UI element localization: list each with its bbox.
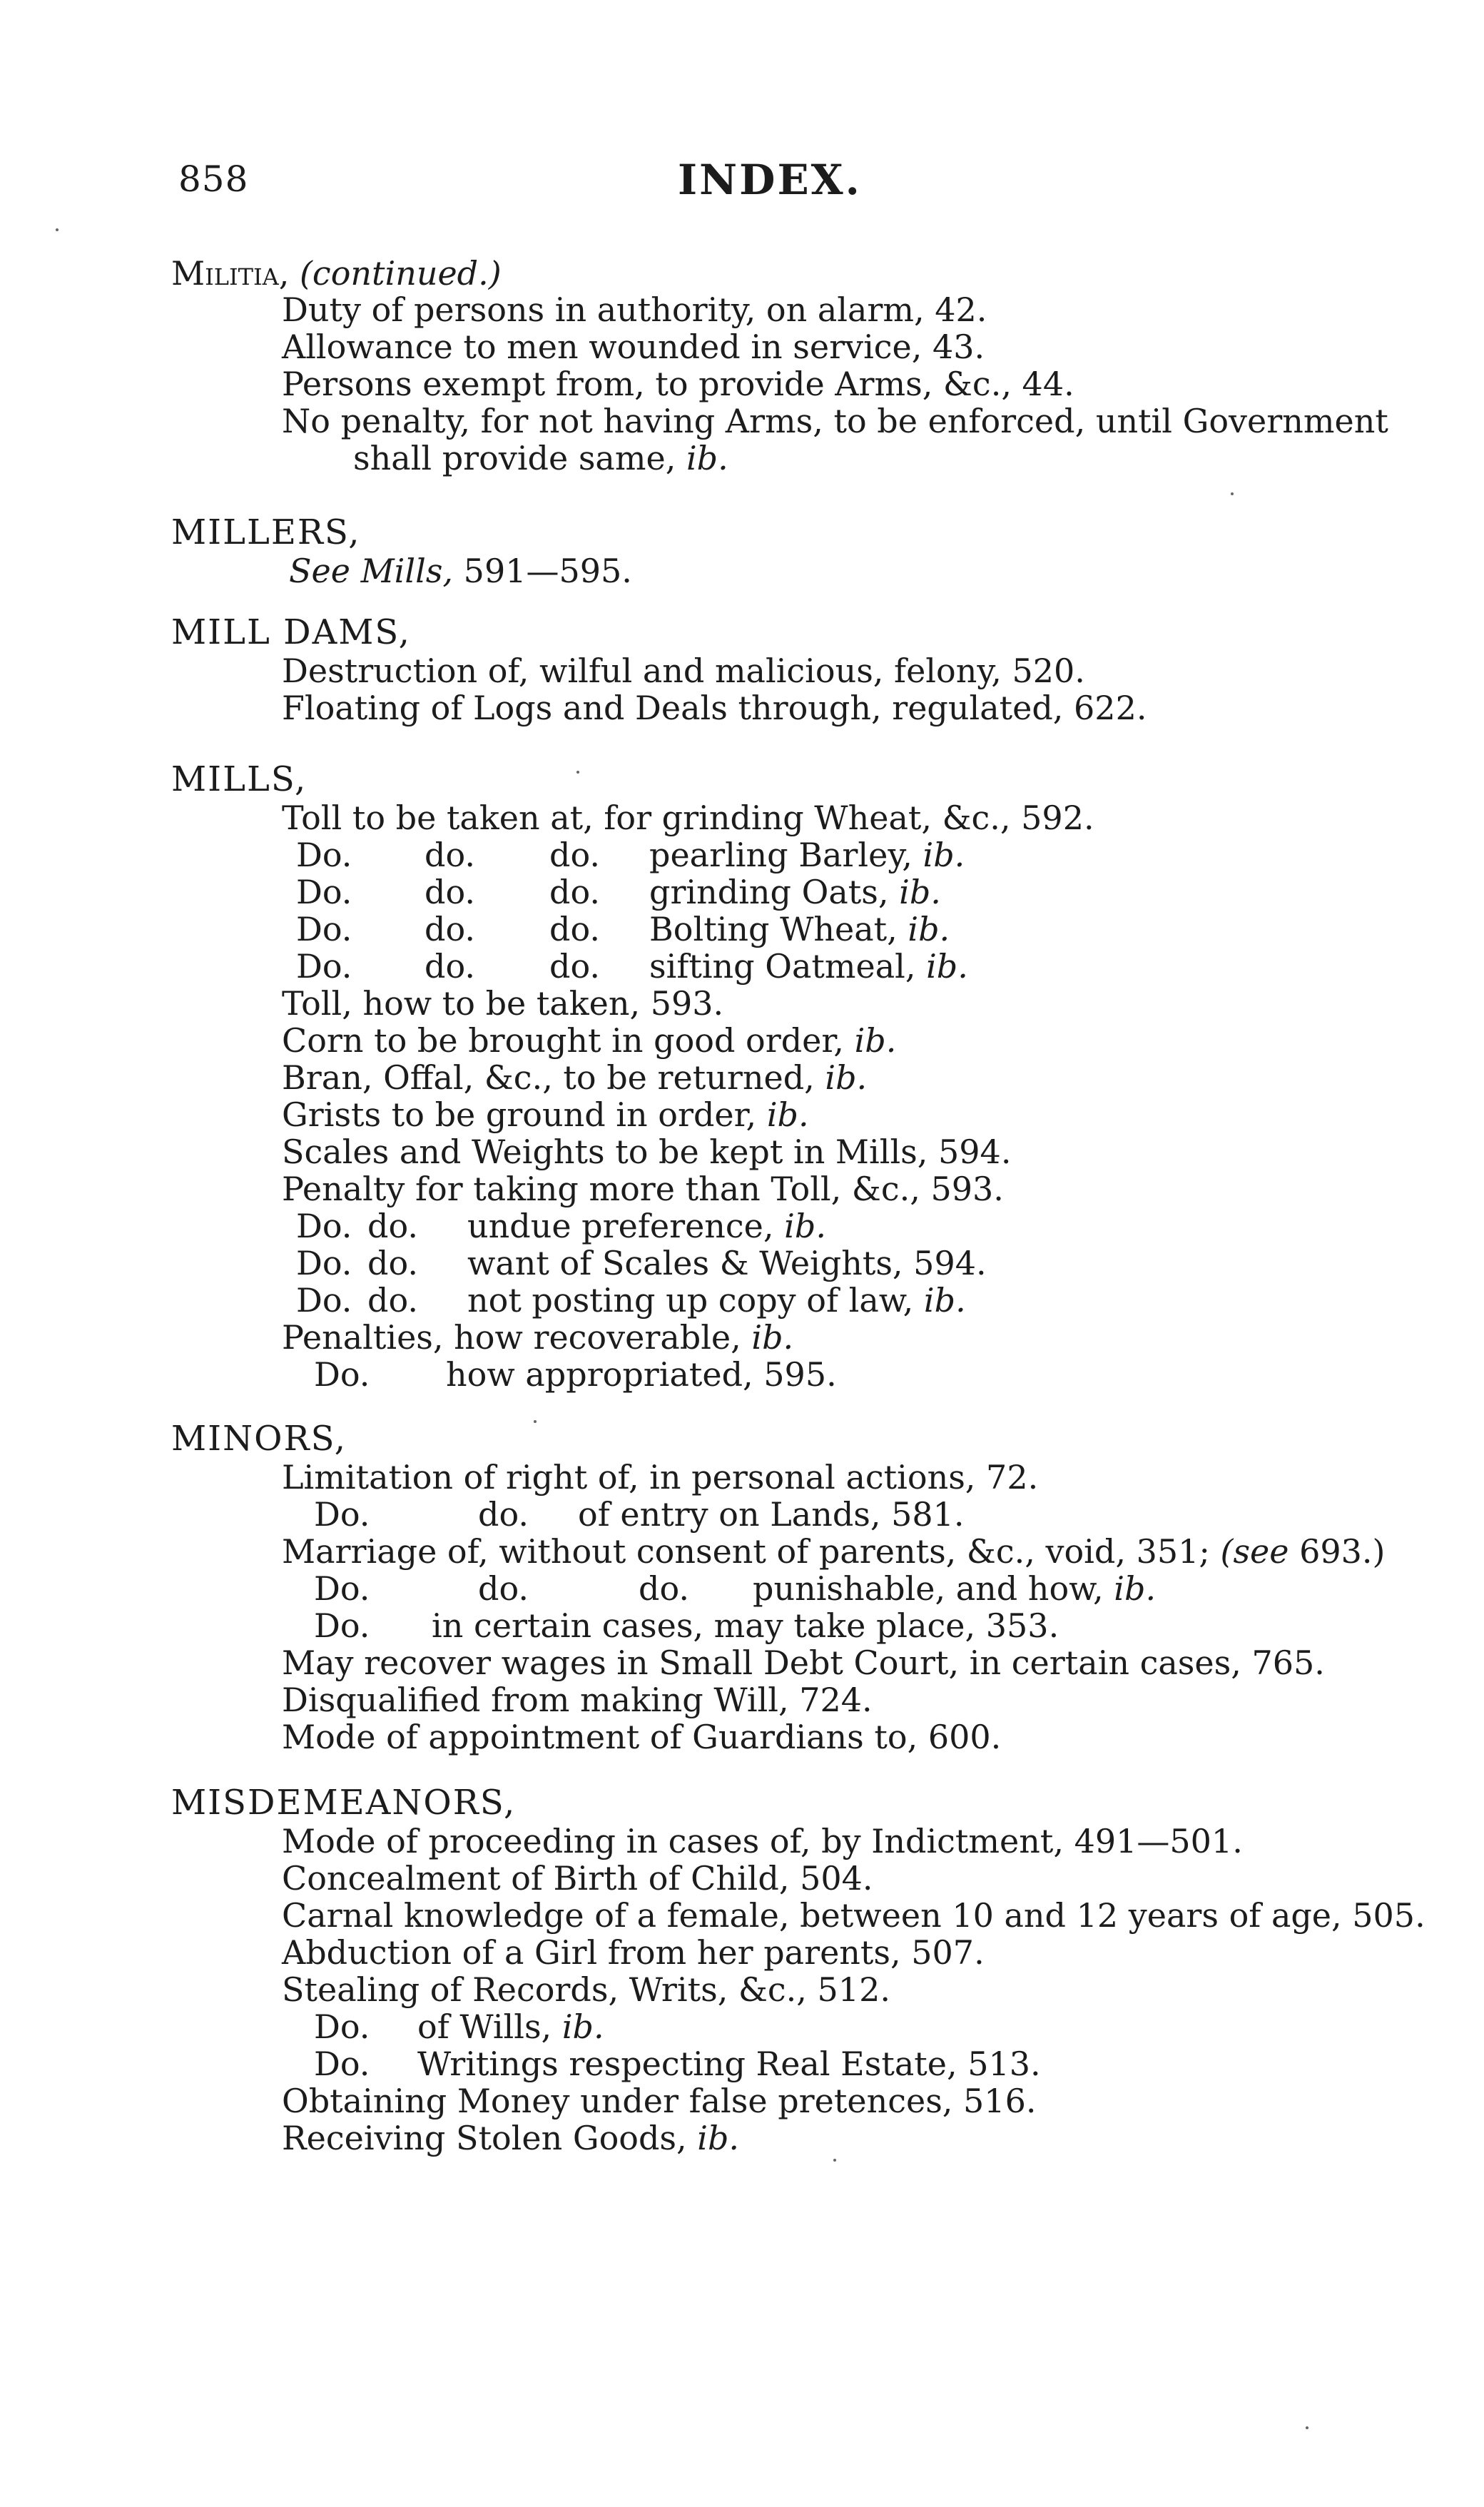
mills-line: Penalty for taking more than Toll, &c., 593.	[282, 1170, 1004, 1208]
mills-line: Bran, Offal, &c., to be returned, ib.	[282, 1058, 868, 1097]
entry-heading-millers: MILLERS,	[171, 512, 361, 552]
militia-line-2: Allowance to men wounded in service, 43.	[282, 328, 985, 366]
print-speck	[833, 2159, 836, 2162]
mills-line: Grists to be ground in order, ib.	[282, 1095, 809, 1134]
minors-line: Disqualified from making Will, 724.	[282, 1681, 873, 1719]
mills-line: Corn to be brought in good order, ib.	[282, 1021, 897, 1060]
minors-line: Marriage of, without consent of parents, &c., void, 351; (see 693.)	[282, 1532, 1386, 1571]
misdemeanors-line: Stealing of Records, Writs, &c., 512.	[282, 1970, 890, 2009]
index-page: 858 INDEX. Militia, (continued.) Duty of persons in authority, on alarm, 42. Allowance to men wounded in service, 43. Persons exempt from, to provide Arms, &c., 44. No penalty, for not having Arms, to be enforced, until Government shall provide same, ib. MILLERS, See Mills, 591—595. MILL DAMS, Destruction of, wilful and malicious, felony, 520. Floating of Logs and Deals through, regulated, 622. MILLS, Toll to be taken at, for grinding Wheat, &c., 592. Do. do. do. pearling Barley, ib. Do. do. do. grinding Oats, ib. Do. do. do. Bolting Wheat, ib. Do. do. do. sifting Oatmeal, ib. Toll, how to be taken, 593. Corn to be brought in good order, ib. Bran, Offal, &c., to be returned, ib. Grists to be ground in order, ib. Scales and Weights to be kept in Mills, 594. Penalty for taking more than Toll, &c., 593. Do. do. undue preference, ib. Do. do. want of Scales & Weights, 594. Do. do. not posting up copy of law, ib. Penalties, how recoverable, ib. Do. how appropriated, 595. MINORS, Limitation of right of, in personal actions, 72. Do. do. of entry on Lands, 581. Marriage of, without consent of parents, &c., void, 351; (see 693.) Do. do. do. punishable, and how, ib. Do. in certain cases, may take place, 353. May recover wages in Small Debt Court, in certain cases, 765. Disqualified from making Will, 724. Mode of appointment of Guardians to, 600. MISDEMEANORS, Mode of proceeding in cases of, by Indictment, 491—501. Concealment of Birth of Child, 504. Carnal knowledge of a female, between 10 and 12 years of age, 505. Abduction of a Girl from her parents, 507. Stealing of Records, Writs, &c., 512. Do. of Wills, ib. Do. Writings respecting Real Estate, 513. Obtaining Money under false pretences, 516. Receiving Stolen Goods, ib.	[0, 0, 1484, 2507]
print-speck	[576, 771, 579, 774]
misdemeanors-line: Carnal knowledge of a female, between 10 and 12 years of age, 505.	[282, 1896, 1425, 1935]
mill-dams-line-1: Destruction of, wilful and malicious, felony, 520.	[282, 652, 1085, 690]
print-speck	[1306, 2426, 1308, 2429]
militia-line-1: Duty of persons in authority, on alarm, 42.	[282, 290, 987, 329]
mills-line: Toll, how to be taken, 593.	[282, 984, 724, 1023]
mills-toll-line: Toll to be taken at, for grinding Wheat, &c., 592.	[282, 799, 1094, 837]
page-number: 858	[178, 158, 249, 200]
print-speck	[56, 228, 59, 231]
militia-line-4: No penalty, for not having Arms, to be enforced, until Government	[282, 402, 1388, 440]
mill-dams-line-2: Floating of Logs and Deals through, regulated, 622.	[282, 689, 1147, 727]
entry-heading-minors: MINORS,	[171, 1419, 347, 1459]
misdemeanors-line: Mode of proceeding in cases of, by Indictment, 491—501.	[282, 1822, 1243, 1860]
page-title: INDEX.	[678, 156, 862, 204]
millers-see-reference: See Mills, 591—595.	[289, 552, 632, 590]
mills-penalties-line: Penalties, how recoverable, ib.	[282, 1318, 794, 1357]
minors-line: Limitation of right of, in personal actions, 72.	[282, 1458, 1039, 1496]
militia-line-3: Persons exempt from, to provide Arms, &c., 44.	[282, 365, 1074, 403]
entry-heading-misdemeanors: MISDEMEANORS,	[171, 1783, 517, 1823]
entry-heading-militia: Militia, (continued.)	[171, 254, 502, 293]
print-speck	[1231, 492, 1234, 495]
misdemeanors-line: Obtaining Money under false pretences, 516.	[282, 2082, 1037, 2120]
entry-heading-mill-dams: MILL DAMS,	[171, 612, 411, 652]
minors-line: May recover wages in Small Debt Court, in certain cases, 765.	[282, 1644, 1325, 1682]
entry-heading-mills: MILLS,	[171, 759, 308, 799]
continued-note: (continued.)	[299, 254, 502, 293]
mills-line: Scales and Weights to be kept in Mills, 594.	[282, 1133, 1012, 1171]
militia-line-5: shall provide same, ib.	[353, 439, 728, 477]
misdemeanors-line: Receiving Stolen Goods, ib.	[282, 2119, 740, 2157]
misdemeanors-line: Concealment of Birth of Child, 504.	[282, 1859, 873, 1898]
misdemeanors-line: Abduction of a Girl from her parents, 507.	[282, 1933, 985, 1972]
minors-line: Mode of appointment of Guardians to, 600.	[282, 1718, 1002, 1756]
print-speck	[534, 1420, 537, 1423]
